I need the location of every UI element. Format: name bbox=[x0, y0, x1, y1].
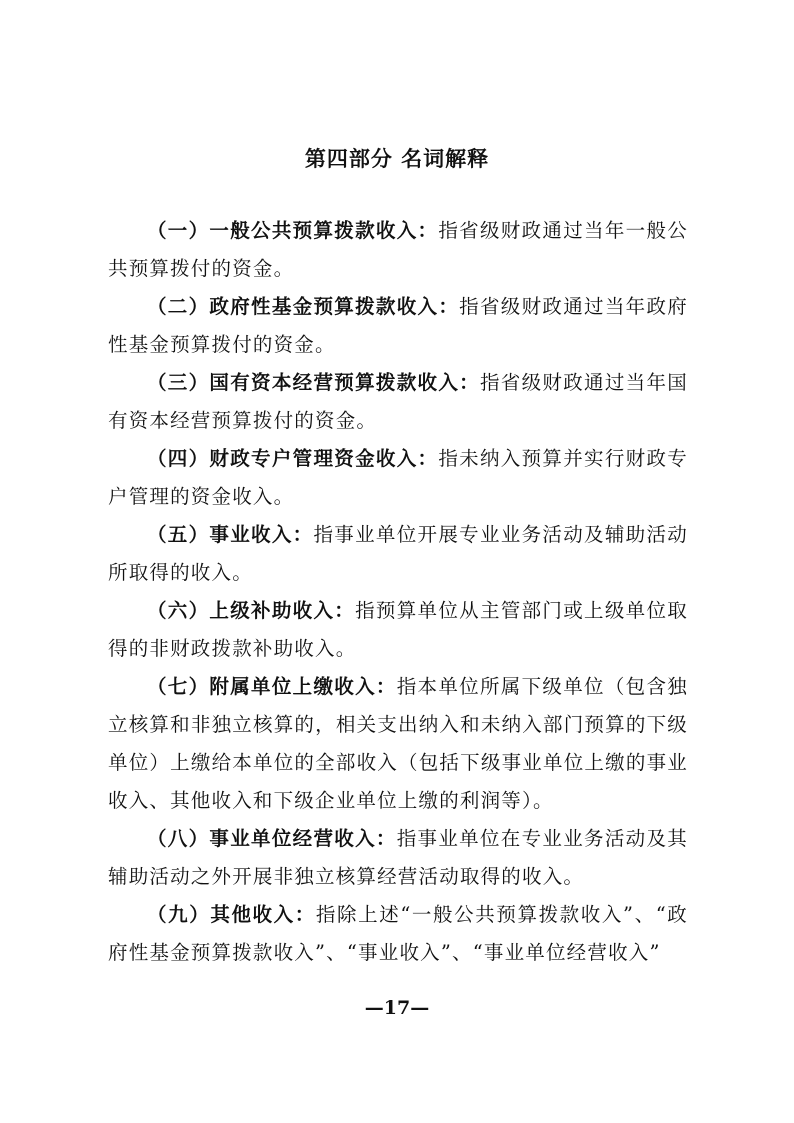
term-label: （三）国有资本经营预算拨款收入： bbox=[147, 371, 480, 394]
term-label: （一）一般公共预算拨款收入： bbox=[147, 219, 439, 242]
term-definition: 指预算单位从主管部门或上级单位取得的非财政拨款补助收入。 bbox=[108, 599, 688, 660]
term-label: （六）上级补助收入： bbox=[147, 599, 356, 622]
paragraph bbox=[108, 668, 688, 820]
paragraph bbox=[108, 516, 688, 592]
term-definition: 指事业单位在专业业务活动及其辅助活动之外开展非独立核算经营活动取得的收入。 bbox=[108, 827, 688, 888]
paragraph bbox=[108, 364, 688, 440]
term-definition: 指除上述“一般公共预算拨款收入”、“政府性基金预算拨款收入”、“事业收入”、“事业单位经营收入” bbox=[108, 903, 688, 964]
term-label: （四）财政专户管理资金收入： bbox=[147, 447, 439, 470]
paragraph bbox=[108, 592, 688, 668]
term-label: （二）政府性基金预算拨款收入： bbox=[147, 295, 460, 318]
term-label: （八）事业单位经营收入： bbox=[147, 827, 397, 850]
term-definition: 指省级财政通过当年一般公共预算拨付的资金。 bbox=[108, 219, 688, 280]
paragraph bbox=[108, 288, 688, 364]
paragraph bbox=[108, 212, 688, 288]
paragraph bbox=[108, 896, 688, 972]
page-number: —17— bbox=[364, 997, 430, 1019]
body-text bbox=[108, 212, 688, 972]
term-definition: 指未纳入预算并实行财政专户管理的资金收入。 bbox=[108, 447, 688, 508]
term-definition: 指省级财政通过当年政府性基金预算拨付的资金。 bbox=[108, 295, 688, 356]
term-label: （九）其他收入： bbox=[147, 903, 316, 926]
term-label: （七）附属单位上缴收入： bbox=[147, 675, 397, 698]
term-definition: 指事业单位开展专业业务活动及辅助活动所取得的收入。 bbox=[108, 523, 688, 584]
paragraph bbox=[108, 820, 688, 896]
term-definition: 指本单位所属下级单位（包含独立核算和非独立核算的，相关支出纳入和未纳入部门预算的下级单位）上缴给本单位的全部收入（包括下级事业单位上缴的事业收入、其他收入和下级企业单位上缴的利润等）。 bbox=[108, 675, 688, 812]
term-label: （五）事业收入： bbox=[147, 523, 314, 546]
page-title: 第四部分 名词解释 bbox=[304, 147, 490, 171]
paragraph bbox=[108, 440, 688, 516]
term-definition: 指省级财政通过当年国有资本经营预算拨付的资金。 bbox=[108, 371, 688, 432]
